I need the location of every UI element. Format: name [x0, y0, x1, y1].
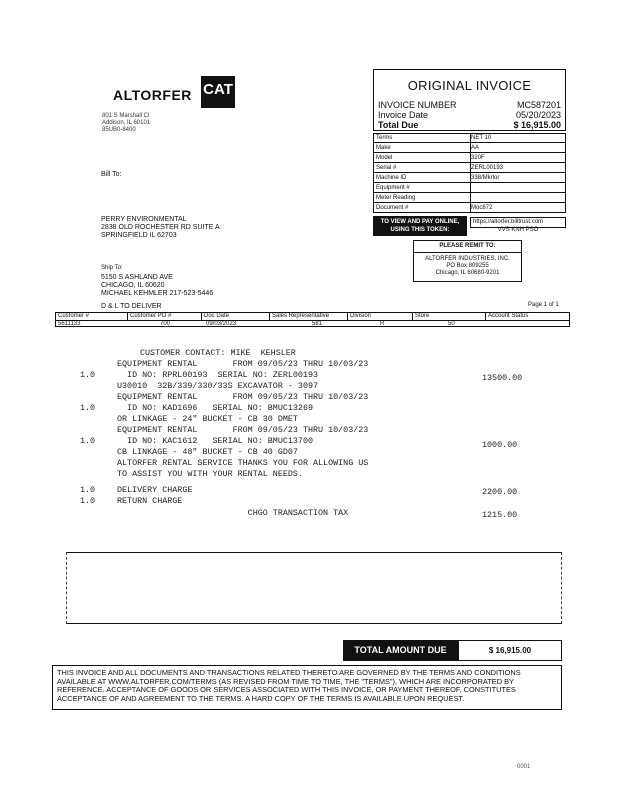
details-key: Model — [376, 155, 393, 161]
details-row — [374, 194, 566, 203]
details-value: 338/Mkrlor — [471, 175, 500, 181]
pay-online-line: USING THIS TOKEN: — [390, 227, 450, 233]
company-address — [102, 113, 150, 134]
line-item-description: ID NO: KAD1696 SERIAL NO: BMUC13269 — [117, 403, 314, 413]
line-item-qty: 1.0 — [80, 436, 96, 446]
equipment-details-table — [373, 133, 566, 213]
details-key: Make — [376, 145, 391, 151]
company-address-line: Addison, IL 60101 — [102, 120, 151, 126]
delivery-note: D & L TO DELIVER — [101, 303, 162, 310]
total-due-value: $ 16,915.00 — [513, 120, 561, 130]
details-key: Serial # — [376, 165, 397, 171]
col-header-store: Store — [413, 313, 486, 320]
line-item-qty: 1.0 — [80, 370, 96, 380]
details-key: Machine ID — [376, 175, 407, 181]
total-due-label: Total Due — [378, 120, 419, 130]
line-item-qty: 1.0 — [80, 485, 96, 495]
remit-box — [413, 240, 522, 282]
pay-online-button[interactable] — [373, 216, 467, 236]
invoice-number-label: INVOICE NUMBER — [378, 100, 457, 110]
line-item-qty: 1.0 — [80, 496, 96, 506]
col-header-po: Customer PO # — [128, 313, 202, 320]
remit-line: Chicago, IL 60680-9201 — [435, 270, 500, 276]
invoice-header-box — [373, 69, 566, 131]
details-value: 320F — [471, 155, 485, 161]
remit-line: PO Box 809255 — [446, 263, 489, 269]
bill-to-label: Bill To: — [101, 171, 122, 178]
line-item-description: CHGO TRANSACTION TAX — [117, 508, 349, 518]
line-item-description: DELIVERY CHARGE — [117, 485, 193, 495]
col-header-doc-date: Doc Date — [202, 313, 270, 320]
payment-url[interactable]: https://altorfer.billtrust.com — [470, 217, 566, 228]
remit-line: ALTORFER INDUSTRIES, INC. — [425, 256, 510, 262]
ship-to-line: 5150 S ASHLAND AVE — [101, 274, 173, 281]
details-row — [374, 154, 566, 163]
line-item-description: U30010 32B/339/330/33S EXCAVATOR - 3097 — [117, 381, 319, 391]
ship-to-label: Ship To: — [101, 265, 123, 271]
bill-to-line: SPRINGFIELD IL 62703 — [101, 232, 177, 239]
details-row — [374, 174, 566, 183]
line-item-description: EQUIPMENT RENTAL FROM 09/05/23 THRU 10/03/23 — [117, 425, 369, 435]
col-value-customer: 5611133 — [58, 321, 81, 327]
account-info-row — [55, 312, 570, 327]
line-item-amount: 2200.00 — [482, 487, 518, 497]
col-header-division: Division — [348, 313, 413, 320]
col-value-division: R — [380, 321, 385, 327]
details-key: Document # — [376, 205, 409, 211]
col-value-po: 700 — [160, 321, 171, 327]
line-item-description: CUSTOMER CONTACT: MIKE KEHSLER — [140, 348, 296, 358]
details-row — [374, 134, 566, 143]
company-address-line: 801 S Marshall Cl — [102, 113, 150, 119]
footer-code: 0001 — [517, 764, 531, 770]
bill-to-address — [101, 216, 220, 240]
line-item-description: CB LINKAGE - 48" BUCKET - CB 40 GD07 — [117, 447, 298, 457]
line-item-amount: 13500.00 — [482, 373, 523, 383]
cat-logo: CAT — [201, 76, 235, 108]
invoice-title: ORIGINAL INVOICE — [407, 78, 532, 93]
invoice-number: MC587201 — [516, 100, 561, 110]
pay-online-line: TO VIEW AND PAY ONLINE, — [380, 219, 460, 225]
line-item-description: ALTORFER RENTAL SERVICE THANKS YOU FOR ALLOWING US — [117, 458, 369, 468]
company-address-line: 85UB0-8400 — [102, 127, 136, 133]
details-value: NET 10 — [471, 135, 492, 141]
remit-label: PLEASE REMIT TO: — [439, 243, 496, 249]
col-header-sales-rep: Sales Representative — [270, 313, 348, 320]
payment-token: VVS KNH PSO — [497, 227, 539, 233]
line-item-description: TO ASSIST YOU WITH YOUR RENTAL NEEDS. — [117, 469, 303, 479]
line-item-qty: 1.0 — [80, 403, 96, 413]
total-amount-due-label: TOTAL AMOUNT DUE — [343, 640, 458, 661]
terms-and-conditions: THIS INVOICE AND ALL DOCUMENTS AND TRANSACTIONS RELATED THERETO ARE GOVERNED BY THE TERMS AND CONDITIONS AVAILABLE AT WWW.ALTORFER.COM/TERMS (AS REVISED FROM TIME TO TIME, THE "TERMS"), WHICH ARE INCORPORATED BY REFERENCE. ACCEPTANCE OF GOODS OR SERVICES ASSOCIATED WITH THIS INVOICE, OR PAYMENT THEREOF, CONSTITUTES ACCEPTANCE OF AND AGREEMENT TO THE TERMS. A HARD COPY OF THE TERMS IS AVAILABLE UPON REQUEST. — [52, 665, 562, 710]
details-key: Terms — [376, 135, 393, 141]
line-item-amount: 1000.00 — [482, 440, 518, 450]
col-value-doc-date: 09/03/2023 — [206, 321, 237, 327]
bill-to-line: 2838 OLD ROCHESTER RD SUITE A — [101, 224, 220, 231]
col-header-customer: Customer # — [56, 313, 128, 320]
details-value: Moc872 — [471, 205, 493, 211]
page-number: Page 1 of 1 — [528, 302, 559, 308]
line-item-description: EQUIPMENT RENTAL FROM 09/05/23 THRU 10/03/23 — [117, 359, 369, 369]
ship-to-line: MICHAEL KEHMLER 217-523-5446 — [101, 290, 214, 297]
bill-to-line: PERRY ENVIRONMENTAL — [101, 216, 187, 223]
details-value: AA — [471, 145, 480, 151]
col-value-store: 50 — [448, 321, 455, 327]
col-value-sales-rep: 581 — [312, 321, 323, 327]
ship-to-address — [101, 274, 213, 298]
details-key: Equipment # — [376, 185, 410, 191]
line-item-description: ID NO: RPRL00193 SERIAL NO: ZERL00193 — [117, 370, 319, 380]
details-row — [374, 184, 566, 193]
line-items — [62, 348, 562, 528]
line-item-description: EQUIPMENT RENTAL FROM 09/05/23 THRU 10/03/23 — [117, 392, 369, 402]
details-value: ZERL00193 — [471, 165, 504, 171]
line-item-description: OR LINKAGE - 24" BUCKET - CB 30 DMET — [117, 414, 298, 424]
details-row — [374, 164, 566, 173]
company-name: ALTORFER — [113, 87, 192, 103]
ship-to-line: CHICAGO, IL 60620 — [101, 282, 165, 289]
invoice-date: 05/20/2023 — [515, 110, 561, 120]
details-row — [374, 204, 566, 213]
remit-divider — [414, 252, 521, 253]
line-item-description: ID NO: KAC1612 SERIAL NO: BMUC13700 — [117, 436, 314, 446]
line-item-amount: 1215.00 — [482, 510, 518, 520]
invoice-date-label: Invoice Date — [378, 110, 429, 120]
notes-box — [66, 552, 562, 624]
col-header-account-status: Account Status — [488, 313, 529, 319]
line-item-description: RETURN CHARGE — [117, 496, 183, 506]
total-amount-due-value: $ 16,915.00 — [458, 640, 562, 661]
details-key: Meter Reading — [376, 195, 416, 201]
details-row — [374, 144, 566, 153]
